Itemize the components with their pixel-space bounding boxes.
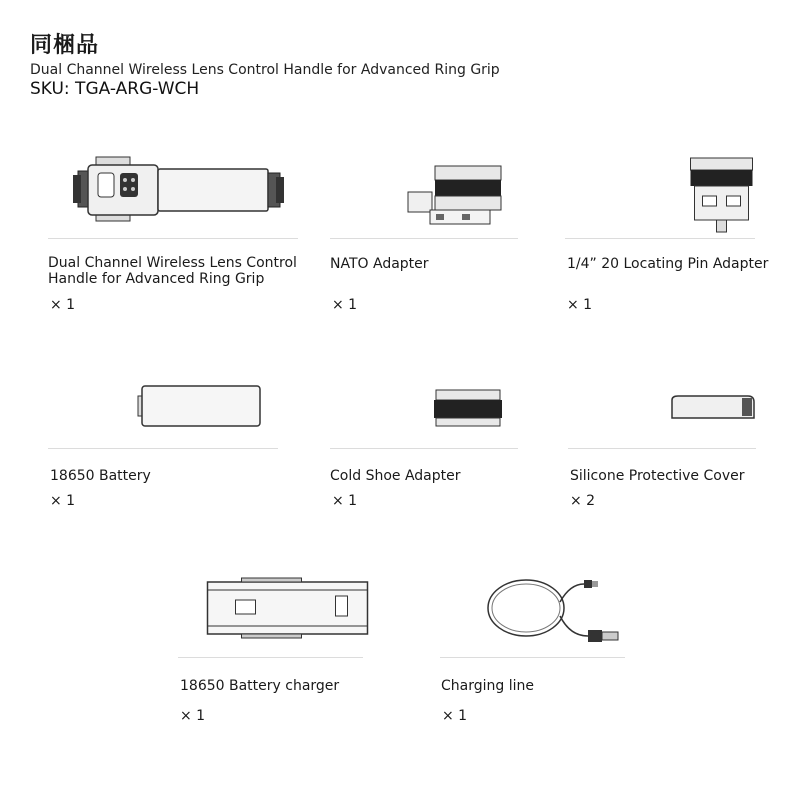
package-item-locating-pin-adapter [565, 150, 790, 320]
page-title: 同梱品 [30, 33, 100, 58]
item-quantity: × 1 [180, 708, 206, 724]
divider [178, 657, 363, 658]
divider [48, 448, 278, 449]
silicone-cover-illustration [608, 390, 800, 430]
divider [48, 238, 298, 239]
package-item-handle [48, 150, 298, 320]
item-quantity: × 1 [567, 297, 593, 313]
divider [330, 238, 518, 239]
package-item-silicone-cover [568, 370, 788, 520]
item-name: 18650 Battery charger [180, 678, 340, 694]
item-name: 1/4” 20 Locating Pin Adapter [567, 256, 769, 272]
cold-shoe-adapter-illustration [380, 384, 570, 434]
item-name: 18650 Battery [50, 468, 151, 484]
item-name-line-1: Dual Channel Wireless Lens Control [48, 255, 297, 271]
package-item-battery [48, 370, 280, 520]
sku-label: SKU: TGA-ARG-WCH [30, 79, 200, 99]
product-subtitle: Dual Channel Wireless Lens Control Handle for Advanced Ring Grip [30, 62, 500, 78]
handle-illustration [58, 153, 308, 228]
item-quantity: × 1 [332, 297, 358, 313]
divider [568, 448, 756, 449]
divider [440, 657, 625, 658]
charging-line-illustration [460, 572, 650, 652]
item-quantity: × 2 [570, 493, 596, 509]
battery-charger-illustration [193, 576, 383, 641]
item-name: Charging line [441, 678, 534, 694]
package-item-battery-charger [178, 572, 368, 732]
item-quantity: × 1 [50, 297, 76, 313]
item-quantity: × 1 [50, 493, 76, 509]
divider [565, 238, 755, 239]
item-name [48, 255, 297, 287]
locating-pin-adapter-illustration [615, 156, 800, 238]
item-name: Silicone Protective Cover [570, 468, 745, 484]
item-quantity: × 1 [442, 708, 468, 724]
nato-adapter-illustration [360, 160, 550, 238]
item-name: NATO Adapter [330, 256, 429, 272]
package-item-cold-shoe-adapter [330, 370, 520, 520]
item-quantity: × 1 [332, 493, 358, 509]
item-name-line-2: Handle for Advanced Ring Grip [48, 271, 265, 287]
package-item-charging-line [440, 572, 630, 732]
divider [330, 448, 518, 449]
package-item-nato-adapter [330, 150, 520, 320]
item-name: Cold Shoe Adapter [330, 468, 461, 484]
battery-illustration [88, 382, 320, 432]
